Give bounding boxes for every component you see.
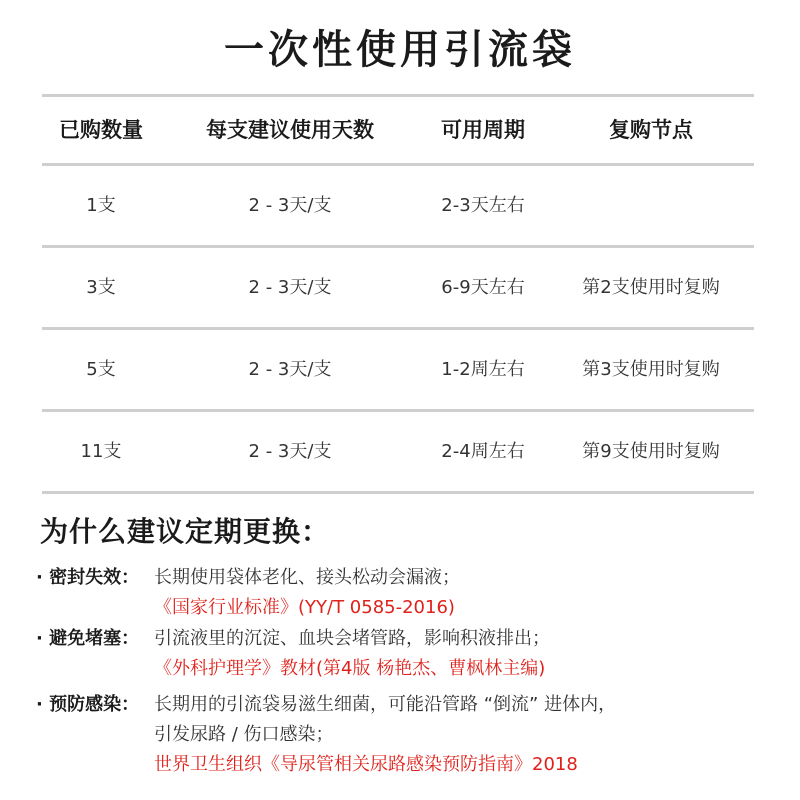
cell-usable-period: 6-9天左右 — [441, 277, 525, 298]
reason-label: · 预防感染： — [36, 694, 140, 715]
reason-source: 《外科护理学》教材(第4版 杨艳杰、曹枫林主编) — [154, 658, 546, 679]
cell-quantity: 3支 — [86, 277, 116, 298]
cell-quantity: 11支 — [80, 441, 122, 462]
section-title: 为什么建议定期更换： — [40, 515, 331, 548]
cell-quantity: 5支 — [86, 359, 116, 380]
cell-repurchase-point: 第3支使用时复购 — [582, 359, 720, 380]
cell-days-per-unit: 2 - 3天/支 — [248, 195, 332, 216]
cell-quantity: 1支 — [86, 195, 116, 216]
reason-source: 世界卫生组织《导尿管相关尿路感染预防指南》2018 — [154, 754, 578, 775]
usage-table — [42, 94, 754, 494]
reason-text: 引流液里的沉淀、血块会堵管路，影响积液排出； — [154, 628, 550, 649]
table-header-row — [42, 97, 754, 163]
reason-text: 长期使用袋体老化、接头松动会漏液； — [154, 567, 460, 588]
reason-text: 引发尿路 / 伤口感染； — [154, 724, 334, 745]
cell-repurchase-point: 第2支使用时复购 — [582, 277, 720, 298]
cell-usable-period: 1-2周左右 — [441, 359, 525, 380]
cell-usable-period: 2-3天左右 — [441, 195, 525, 216]
cell-usable-period: 2-4周左右 — [441, 441, 525, 462]
reason-label: · 密封失效： — [36, 567, 140, 588]
reason-label: · 避免堵塞： — [36, 628, 140, 649]
table-row — [42, 412, 754, 491]
table-row — [42, 166, 754, 245]
header-days-per-unit: 每支建议使用天数 — [206, 118, 374, 142]
header-quantity: 已购数量 — [59, 118, 143, 142]
table-divider — [42, 491, 754, 494]
page-title: 一次性使用引流袋 — [224, 27, 576, 73]
header-usable-period: 可用周期 — [441, 118, 525, 142]
table-row — [42, 330, 754, 409]
cell-repurchase-point: 第9支使用时复购 — [582, 441, 720, 462]
cell-repurchase-point — [548, 166, 754, 245]
cell-days-per-unit: 2 - 3天/支 — [248, 359, 332, 380]
reason-source: 《国家行业标准》(YY/T 0585-2016) — [154, 597, 455, 618]
table-row — [42, 248, 754, 327]
header-repurchase-point: 复购节点 — [609, 118, 693, 142]
reason-text: 长期用的引流袋易滋生细菌，可能沿管路 “倒流” 进体内， — [154, 694, 617, 715]
cell-days-per-unit: 2 - 3天/支 — [248, 441, 332, 462]
cell-days-per-unit: 2 - 3天/支 — [248, 277, 332, 298]
